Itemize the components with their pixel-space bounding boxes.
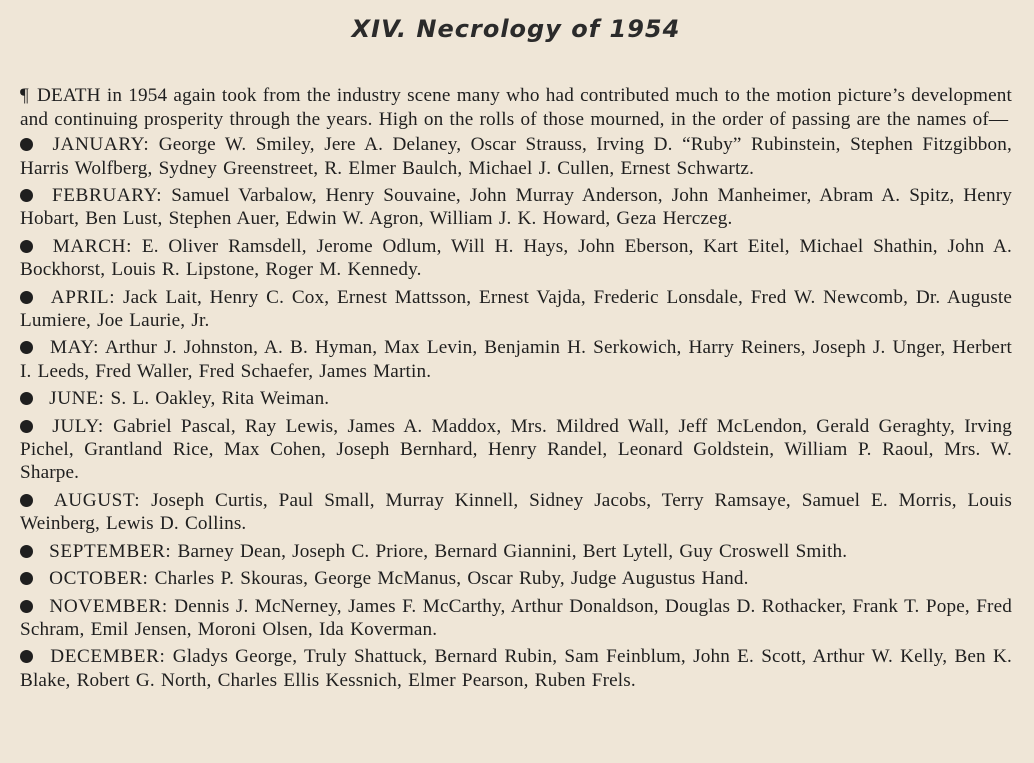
page-title: XIV. Necrology of 1954 bbox=[351, 15, 681, 43]
names-list: E. Oliver Ramsdell, Jerome Odlum, Will H. Hays, John Eberson, Kart Eitel, Michael Shathin, John A. Bockhorst, Louis R. Lipstone, Roger M. Kennedy. bbox=[20, 235, 1012, 281]
month-entry-february bbox=[20, 184, 1012, 231]
bullet-icon bbox=[20, 341, 33, 354]
month-entry-september bbox=[20, 540, 1012, 563]
names-list: George W. Smiley, Jere A. Delaney, Oscar Strauss, Irving D. “Ruby” Rubinstein, Stephen Fitzgibbon, Harris Wolfberg, Sydney Greenstreet, R. Elmer Baulch, Michael J. Cullen, Ernest Schwartz. bbox=[20, 134, 1012, 179]
month-label: JANUARY: bbox=[52, 134, 150, 156]
month-label: JULY: bbox=[52, 415, 104, 437]
names-list: Jack Lait, Henry C. Cox, Ernest Mattsson, Ernest Vajda, Frederic Lonsdale, Fred W. Newcomb, Dr. Auguste Lumiere, Joe Laurie, Jr. bbox=[20, 286, 1012, 332]
bullet-icon bbox=[20, 138, 33, 151]
names-list: Dennis J. McNerney, James F. McCarthy, Arthur Donaldson, Douglas D. Rothacker, Frank T. Pope, Fred Schram, Emil Jensen, Moroni Olsen, Ida Koverman. bbox=[20, 595, 1012, 640]
month-entry-may bbox=[20, 336, 1012, 383]
bullet-icon bbox=[20, 600, 33, 613]
month-entry-november bbox=[20, 595, 1012, 642]
month-label: MAY: bbox=[50, 337, 100, 359]
month-entry-december bbox=[20, 645, 1012, 692]
names-list: Gladys George, Truly Shattuck, Bernard Rubin, Sam Feinblum, John E. Scott, Arthur W. Kelly, Ben K. Blake, Robert G. North, Charles Ellis Kessnich, Elmer Pearson, Ruben Frels. bbox=[20, 646, 1012, 691]
names-list: Charles P. Skouras, George McManus, Oscar Ruby, Judge Augustus Hand. bbox=[154, 568, 749, 590]
month-label: NOVEMBER: bbox=[49, 595, 168, 617]
names-list: S. L. Oakley, Rita Weiman. bbox=[110, 388, 330, 410]
month-label: SEPTEMBER: bbox=[49, 540, 172, 562]
pilcrow-mark: ¶ bbox=[20, 85, 29, 107]
names-list: Samuel Varbalow, Henry Souvaine, John Murray Anderson, John Manheimer, Abram A. Spitz, Henry Hobart, Ben Lust, Stephen Auer, Edwin W. Agron, William J. K. Howard, Geza Herczeg. bbox=[20, 185, 1012, 230]
month-entry-august bbox=[20, 489, 1012, 536]
bullet-icon bbox=[20, 420, 33, 433]
bullet-icon bbox=[20, 392, 33, 405]
month-entry-april bbox=[20, 286, 1012, 333]
names-list: Joseph Curtis, Paul Small, Murray Kinnell, Sidney Jacobs, Terry Ramsaye, Samuel E. Morris, Louis Weinberg, Lewis D. Collins. bbox=[20, 489, 1012, 535]
bullet-icon bbox=[20, 650, 33, 663]
names-list: Gabriel Pascal, Ray Lewis, James A. Maddox, Mrs. Mildred Wall, Jeff McLendon, Gerald Geraghty, Irving Pichel, Grantland Rice, Max Cohen, Joseph Bernhard, Henry Randel, Leonard Goldstein, William P. Raoul, Mrs. W. Sharpe. bbox=[20, 415, 1012, 484]
bullet-icon bbox=[20, 545, 33, 558]
bullet-icon bbox=[20, 240, 33, 253]
month-entry-march bbox=[20, 235, 1012, 282]
bullet-icon bbox=[20, 189, 33, 202]
bullet-icon bbox=[20, 572, 33, 585]
month-entry-july bbox=[20, 415, 1012, 485]
month-label: JUNE: bbox=[49, 388, 105, 410]
month-label: APRIL: bbox=[50, 286, 116, 308]
month-entry-october bbox=[20, 567, 1012, 590]
month-label: OCTOBER: bbox=[49, 568, 149, 590]
bullet-icon bbox=[20, 494, 33, 507]
names-list: Arthur J. Johnston, A. B. Hyman, Max Levin, Benjamin H. Serkowich, Harry Reiners, Joseph J. Unger, Herbert I. Leeds, Fred Waller, Fred Schaefer, James Martin. bbox=[20, 337, 1012, 382]
month-entry-june bbox=[20, 387, 1012, 410]
month-label: DECEMBER: bbox=[50, 646, 166, 668]
bullet-icon bbox=[20, 291, 33, 304]
month-entry-january bbox=[20, 133, 1012, 180]
intro-text: DEATH in 1954 again took from the industry scene many who had contributed much to the motion picture’s development and continuing prosperity through the years. High on the rolls of those mourned, in the order of passing are the names of— bbox=[20, 85, 1012, 130]
names-list: Barney Dean, Joseph C. Priore, Bernard Giannini, Bert Lytell, Guy Croswell Smith. bbox=[177, 540, 848, 562]
intro-paragraph bbox=[20, 84, 1012, 131]
month-label: MARCH: bbox=[52, 235, 133, 257]
month-label: AUGUST: bbox=[53, 489, 141, 511]
month-label: FEBRUARY: bbox=[51, 185, 163, 207]
